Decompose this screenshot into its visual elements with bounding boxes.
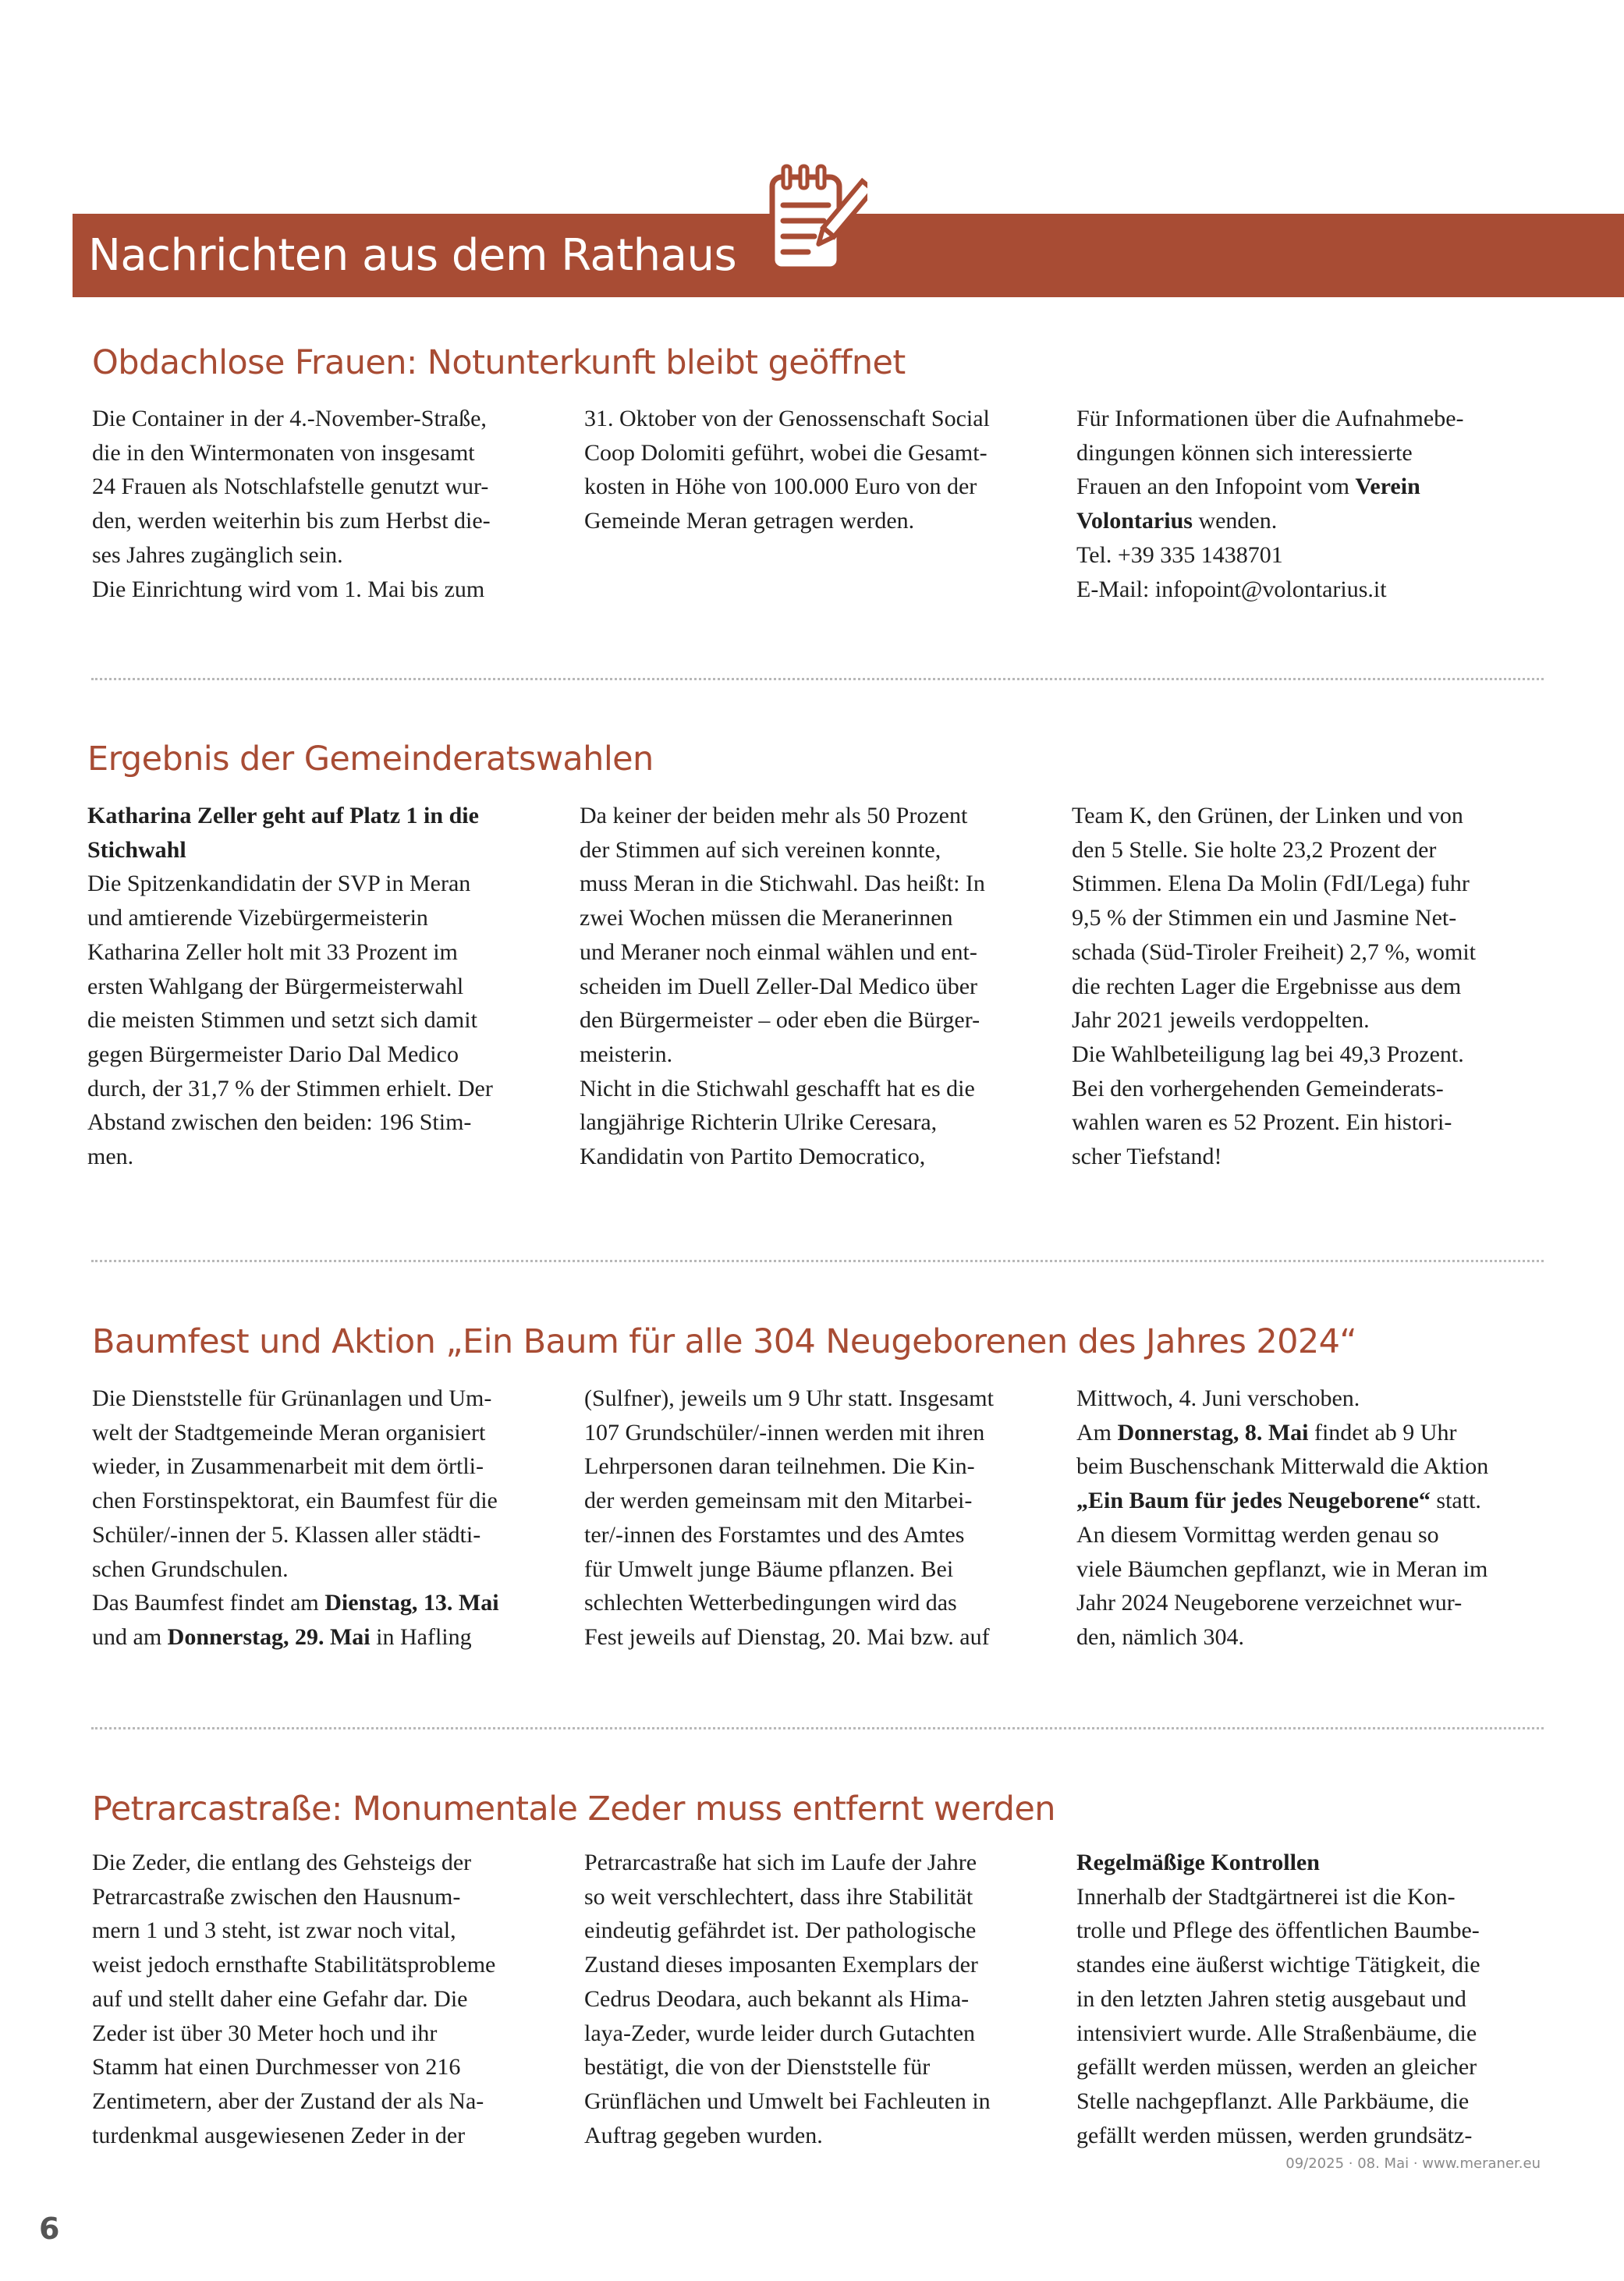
notepad-pencil-icon: [766, 160, 867, 277]
article-column: Für Informationen über die Aufnahmebe- dingungen können sich interessierte Frauen an den Infopoint vom Verein Volontarius wenden. Tel. +39 335 1438701 E-Mail: infopoint@volontarius.it: [1076, 406, 1464, 602]
article-column: (Sulfner), jeweils um 9 Uhr statt. Insgesamt 107 Grundschüler/-innen werden mit ihren Lehrpersonen daran teilnehmen. Die Kin- der werden gemeinsam mit den Mitarbei- ter/-innen des Forstamtes und des Amtes für Umwelt junge Bäume pflanzen. Bei schlechten Wetterbedingungen wird das Fest jeweils auf Dienstag, 20. Mai bzw. auf: [584, 1385, 994, 1650]
article-column: Die Dienststelle für Grünanlagen und Um- welt der Stadtgemeinde Meran organisiert wieder, in Zusammenarbeit mit dem örtli- chen Forstinspektorat, ein Baumfest für die Schüler/-innen der 5. Klassen aller städti- schen Grundschulen. Das Baumfest findet am Dienstag, 13. Mai und am Donnerstag, 29. Mai in Hafling: [92, 1385, 499, 1650]
article-column: Petrarcastraße hat sich im Laufe der Jahre so weit verschlechtert, dass ihre Stabilität eindeutig gefährdet ist. Der pathologische Zustand dieses imposanten Exemplars der Cedrus Deodara, auch bekannt als Hima- laya-Zeder, wurde leider durch Gutachten bestätigt, die von der Dienststelle für Grünflächen und Umwelt bei Fachleuten in Auftrag gegeben wurden.: [584, 1850, 991, 2148]
article-column: Mittwoch, 4. Juni verschoben. Am Donnerstag, 8. Mai findet ab 9 Uhr beim Buschenschank Mitterwald die Aktion „Ein Baum für jedes Neugeborene“ statt. An diesem Vormittag werden genau so viele Bäumchen gepflanzt, wie in Meran im Jahr 2024 Neugeborene verzeichnet wur- den, nämlich 304.: [1076, 1385, 1489, 1650]
article-column: Katharina Zeller geht auf Platz 1 in die Stichwahl Die Spitzenkandidatin der SVP in Meran und amtierende Vizebürgermeisterin Katharina Zeller holt mit 33 Prozent im ersten Wahlgang der Bürgermeisterwahl die meisten Stimmen und setzt sich damit gegen Bürgermeister Dario Dal Medico durch, der 31,7 % der Stimmen erhielt. Der Abstand zwischen den beiden: 196 Stim- men.: [87, 803, 493, 1170]
section-title-baumfest: Baumfest und Aktion „Ein Baum für alle 304 Neugeborenen des Jahres 2024“: [92, 1322, 1357, 1361]
section-divider: [91, 1727, 1544, 1729]
page-title: Nachrichten aus dem Rathaus: [88, 230, 737, 281]
footer-issue-info: 09/2025 · 08. Mai · www.meraner.eu: [1285, 2155, 1541, 2172]
article-column: Da keiner der beiden mehr als 50 Prozent der Stimmen auf sich vereinen konnte, muss Meran in die Stichwahl. Das heißt: In zwei Wochen müssen die Meranerinnen und Meraner noch einmal wählen und ent- scheiden im Duell Zeller-Dal Medico über den Bürgermeister – oder eben die Bürger- meisterin. Nicht in die Stichwahl geschafft hat es die langjährige Richterin Ulrike Ceresara, Kandidatin von Partito Democratico,: [580, 803, 985, 1170]
section-divider: [91, 1260, 1544, 1262]
section-divider: [91, 678, 1544, 680]
section-title-obdachlose-frauen: Obdachlose Frauen: Notunterkunft bleibt geöffnet: [92, 343, 906, 382]
section-title-petrarcastrasse: Petrarcastraße: Monumentale Zeder muss entfernt werden: [92, 1790, 1055, 1829]
section-title-gemeinderatswahlen: Ergebnis der Gemeinderatswahlen: [87, 740, 654, 779]
article-column: Regelmäßige Kontrollen Innerhalb der Stadtgärtnerei ist die Kon- trolle und Pflege des öffentlichen Baumbe- standes eine äußerst wichtige Tätigkeit, die in den letzten Jahren stetig ausgebaut und intensiviert wurde. Alle Straßenbäume, die gefällt werden müssen, werden an gleicher Stelle nachgepflanzt. Alle Parkbäume, die gefällt werden müssen, werden grundsätz-: [1076, 1850, 1480, 2148]
article-column: 31. Oktober von der Genossenschaft Social Coop Dolomiti geführt, wobei die Gesamt- kosten in Höhe von 100.000 Euro von der Gemeinde Meran getragen werden.: [584, 406, 990, 534]
article-column: Team K, den Grünen, der Linken und von den 5 Stelle. Sie holte 23,2 Prozent der Stimmen. Elena Da Molin (FdI/Lega) fuhr 9,5 % der Stimmen ein und Jasmine Net- schada (Süd-Tiroler Freiheit) 2,7 %, womit die rechten Lager die Ergebnisse aus dem Jahr 2021 jeweils verdoppelten. Die Wahlbeteiligung lag bei 49,3 Prozent. Bei den vorhergehenden Gemeinderats- wahlen waren es 52 Prozent. Ein histori- scher Tiefstand!: [1072, 803, 1476, 1170]
article-column: Die Zeder, die entlang des Gehsteigs der Petrarcastraße zwischen den Hausnum- mern 1 und 3 steht, ist zwar noch vital, weist jedoch ernsthafte Stabilitätsprobleme auf und stellt daher eine Gefahr dar. Die Zeder ist über 30 Meter hoch und ihr Stamm hat einen Durchmesser von 216 Zentimetern, aber der Zustand der als Na- turdenkmal ausgewiesenen Zeder in der: [92, 1850, 496, 2148]
page-number: 6: [39, 2212, 60, 2246]
article-column: Die Container in der 4.-November-Straße, die in den Wintermonaten von insgesamt 24 Frauen als Notschlafstelle genutzt wur- den, werden weiterhin bis zum Herbst die- ses Jahres zugänglich sein. Die Einrichtung wird vom 1. Mai bis zum: [92, 406, 491, 602]
